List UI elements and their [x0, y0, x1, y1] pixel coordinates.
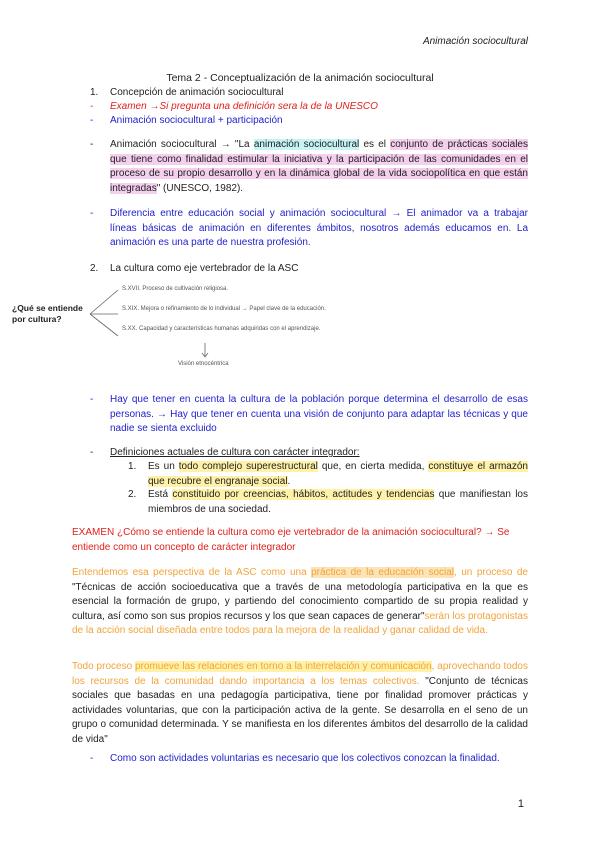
page-header: Animación sociocultural — [422, 36, 528, 47]
definitions-heading: - Definiciones actuales de cultura con carácter integrador: — [90, 447, 360, 458]
culture-question-label: ¿Qué se entiende por cultura? — [12, 303, 83, 324]
unesco-definition: - Animación sociocultural → "La animación sociocultural es el conjunto de prácticas sociales que tiene como finalidad estimular la iniciativa y la participación de las comunidades en el proceso de su propio desarrollo y en la dinámica global de la vida sociopolítica en que están integradas" (UNESCO, 1982). — [90, 139, 528, 194]
definition-1: 1. Es un todo complejo superestructural que, en cierta medida, constituye el armazón que recubre el engranaje social. — [128, 461, 528, 487]
exam-note-bullet: - Examen →Si pregunta una definición sera la de la UNESCO — [90, 101, 378, 112]
document-title: Tema 2 - Conceptualización de la animación sociocultural — [166, 72, 434, 84]
participation-bullet: - Animación sociocultural + participación — [90, 115, 283, 126]
diagram-down-arrow-icon — [200, 343, 210, 359]
diagram-item-xix: S.XIX. Mejora o refinamiento de lo individual → Papel clave de la educación. — [122, 306, 326, 312]
section-1-heading: 1. Concepción de animación sociocultural — [90, 87, 284, 98]
diagram-item-xvii: S.XVII. Proceso de cultivación religiosa. — [122, 286, 229, 292]
page-number: 1 — [517, 798, 524, 810]
culture-note-bullet: - Hay que tener en cuenta la cultura de la población porque determina el desarrollo de esas personas. → Hay que tener en cuenta una visión de conjunto para adaptar las técnicas y que nadie se sienta excluido — [90, 394, 528, 434]
section-2-heading: 2. La cultura como eje vertebrador de la ASC — [90, 263, 299, 274]
diagram-item-xx: S.XX. Capacidad y características humanas adquiridas con el aprendizaje. — [122, 326, 321, 332]
paragraph-2: Todo proceso promueve las relaciones en torno a la interrelación y comunicación, aprovechando todos los recursos de la comunidad dando importancia a los temas colectivos. "Conjunto de técnicas sociales que basadas en una pedagogía participativa, tiene por finalidad promover prácticas y actividades voluntarias, que con la participación activa de la gente. Se desarrolla en el seno de un grupo o comunidad determinada. Y se manifiesta en los diferentes ámbitos del desarrollo de la calidad de vida" — [72, 661, 528, 745]
definition-2: 2. Está constituido por creencias, hábitos, actitudes y tendencias que manifiestan los miembros de una sociedad. — [128, 489, 528, 515]
voluntary-activities-bullet: - Como son actividades voluntarias es necesario que los colectivos conozcan la finalidad. — [90, 753, 500, 764]
paragraph-1: Entendemos esa perspectiva de la ASC como una práctica de la educación social, un proceso de "Técnicas de acción socioeducativa que a través de una metodología participativa en la que es esencial la formación de grupo, y partiendo del conocimiento compartido de su propia realidad y cultura, así como son sus propios recursos y los que sean capaces de generar"serán los protagonistas de la acción social diseñada entre todos para la mejora de la realidad y ganar calidad de vida. — [72, 567, 528, 636]
exam-question: EXAMEN ¿Cómo se entiende la cultura como eje vertebrador de la animación sociocultural? → Se entiende como un concepto de carácter integrador — [72, 527, 510, 553]
diagram-bottom-label: Visión etnocéntrica — [178, 361, 229, 367]
difference-bullet: - Diferencia entre educación social y animación sociocultural → El animador va a trabajar líneas básicas de animación en diferentes ámbitos, nosotros además educamos en. La animación es una parte de nuestra profesión. — [90, 208, 528, 248]
diagram-arrows — [86, 284, 126, 344]
